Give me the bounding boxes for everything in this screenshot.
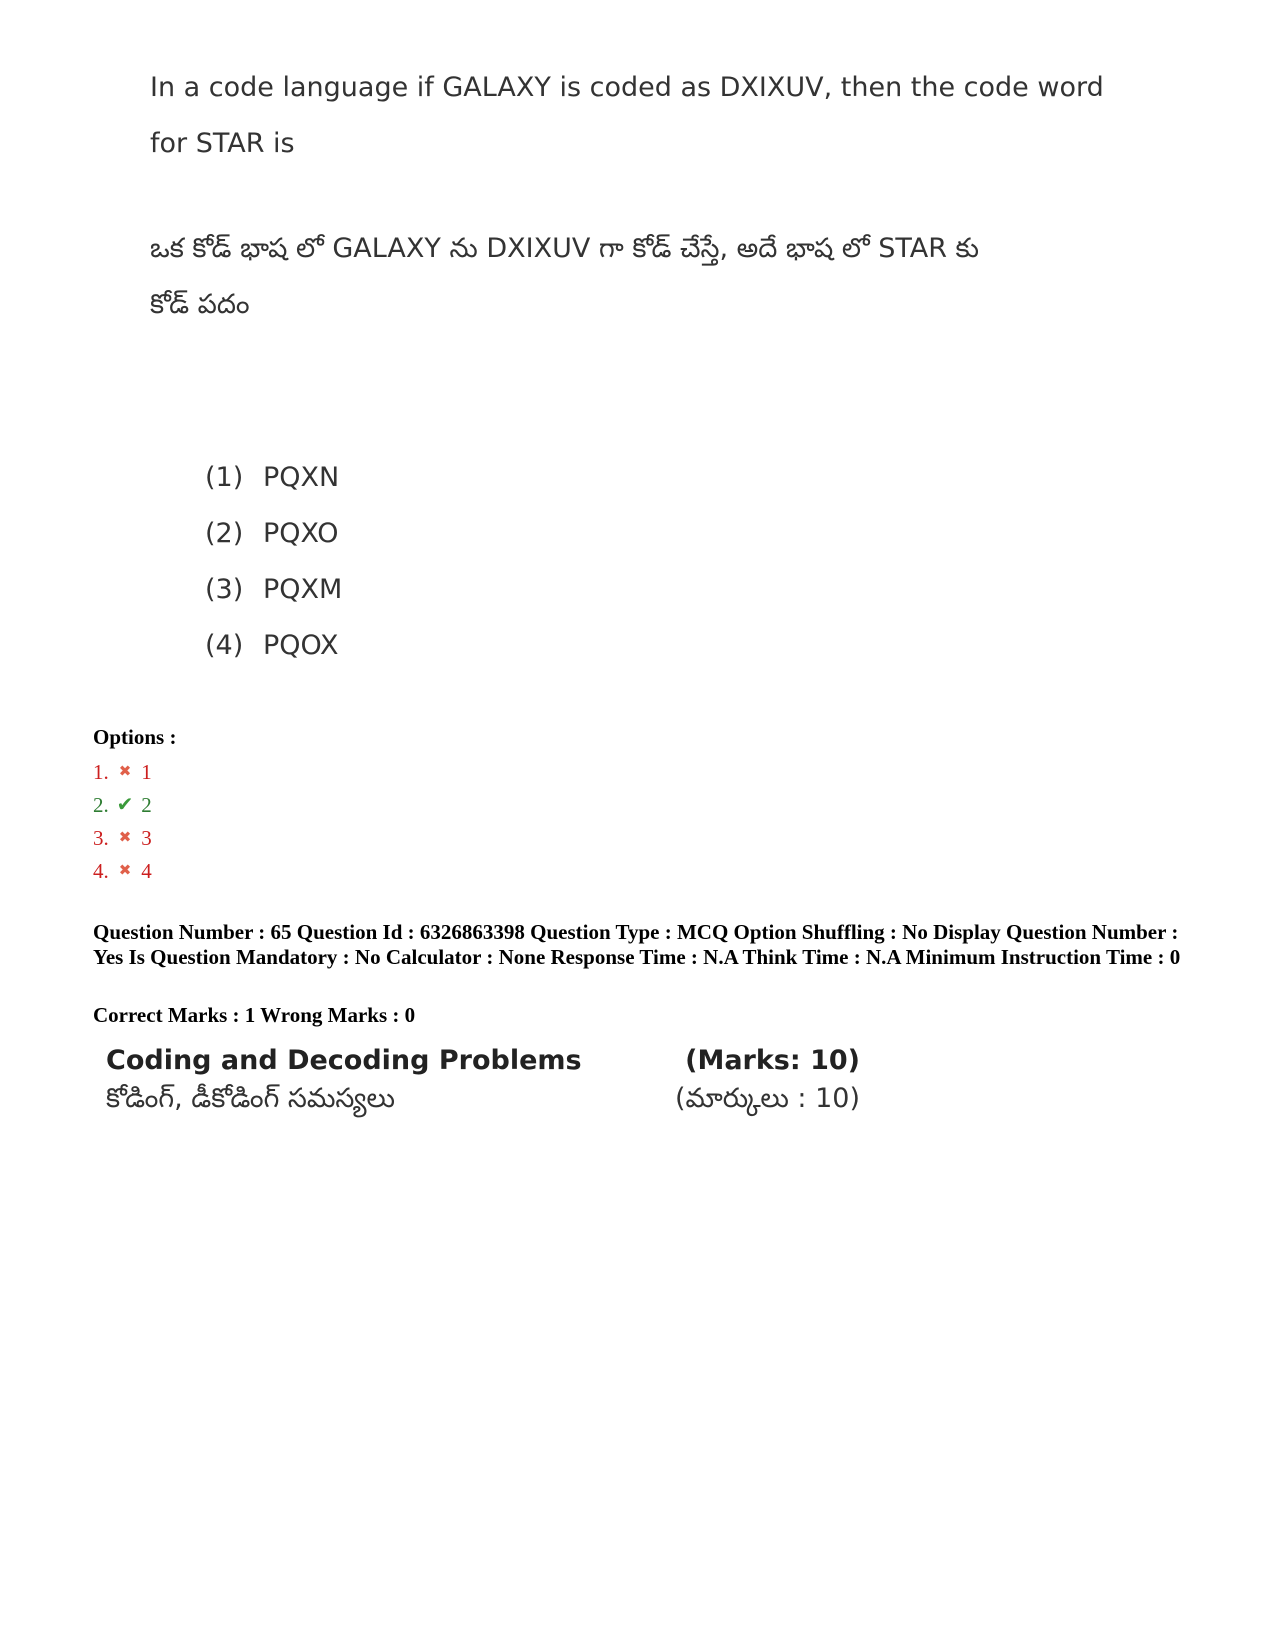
- option-index: 1.: [93, 760, 109, 784]
- question-text: [150, 60, 1104, 333]
- option-row: [93, 789, 152, 822]
- option-row: [93, 822, 152, 855]
- option-value: 4: [141, 859, 152, 883]
- answer-choice: [205, 506, 342, 562]
- marks-info: Correct Marks : 1 Wrong Marks : 0: [93, 1003, 416, 1027]
- choice-text: PQXO: [263, 518, 339, 549]
- options-label: Options :: [93, 725, 177, 749]
- option-index: 3.: [93, 826, 109, 850]
- choice-number: (4): [205, 630, 244, 661]
- option-row: [93, 855, 152, 888]
- choice-text: PQXN: [263, 462, 340, 493]
- answer-choice: [205, 562, 342, 618]
- option-index: 4.: [93, 859, 109, 883]
- option-row: [93, 756, 152, 789]
- choice-number: (2): [205, 518, 244, 549]
- choice-number: (1): [205, 462, 244, 493]
- answer-choice: [205, 618, 342, 674]
- answer-choices: [205, 450, 342, 674]
- question-english-line-2: for STAR is: [150, 128, 295, 159]
- cross-icon: ✖: [118, 764, 132, 780]
- option-index: 2.: [93, 793, 109, 817]
- option-value: 1: [141, 760, 152, 784]
- cross-icon: ✖: [118, 863, 132, 879]
- question-metadata: Question Number : 65 Question Id : 6326863398 Question Type : MCQ Option Shuffling : No Display Question Number : Yes Is Question Mandatory : No Calculator : None Response Time : N.A Think Time : N.A Minimum Instruction Time : 0: [93, 920, 1181, 969]
- choice-text: PQOX: [263, 630, 339, 661]
- section-header: [100, 1045, 860, 1121]
- question-english-line-1: In a code language if GALAXY is coded as DXIXUV, then the code word: [150, 72, 1104, 103]
- section-title-telugu: కోడింగ్, డీకోడింగ్ సమస్యలు: [106, 1083, 395, 1114]
- question-telugu-line-1: ఒక కోడ్ భాష లో GALAXY ను DXIXUV గా కోడ్ చేస్తే, అదే భాష లో STAR కు: [150, 233, 979, 264]
- option-value: 2: [141, 793, 152, 817]
- options-list: [93, 756, 152, 888]
- cross-icon: ✖: [118, 830, 132, 846]
- section-marks: (Marks: 10): [685, 1045, 860, 1076]
- choice-text: PQXM: [263, 574, 343, 605]
- checkmark-icon: ✔: [116, 794, 134, 816]
- option-value: 3: [141, 826, 152, 850]
- section-title: Coding and Decoding Problems: [106, 1045, 582, 1076]
- section-marks-telugu: (మార్కులు : 10): [675, 1083, 860, 1114]
- question-telugu-line-2: కోడ్ పదం: [150, 289, 250, 320]
- answer-choice: [205, 450, 342, 506]
- choice-number: (3): [205, 574, 244, 605]
